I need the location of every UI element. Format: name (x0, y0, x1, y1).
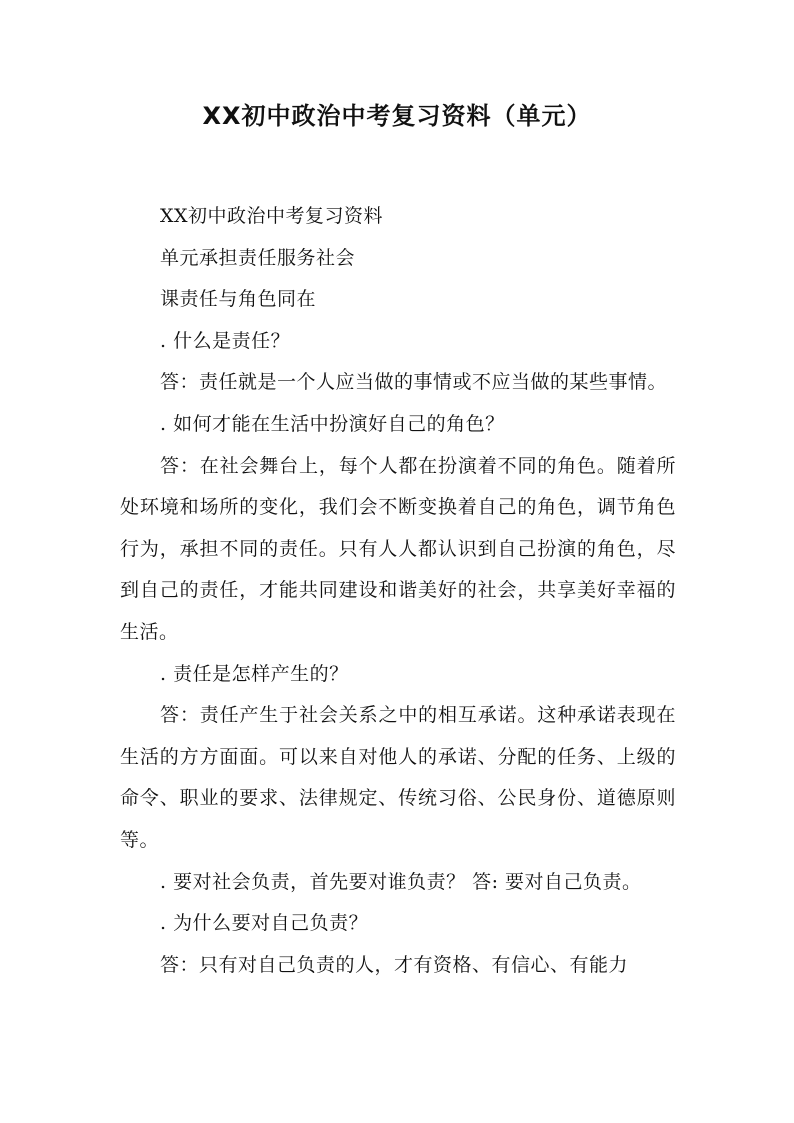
paragraph-question-2: . 如何才能在生活中扮演好自己的角色？ (160, 412, 505, 435)
paragraph-answer-3: 答：责任产生于社会关系之中的相互承诺。这种承诺表现在生活的方方面面。可以来自对他人的承诺、分配的任务、上级的命令、职业的要求、法律规定、传统习俗、公民身份、道德原则等。 (120, 704, 676, 851)
paragraph-question-answer-4: . 要对社会负责，首先要对谁负责？ 答: 要对自己负责。 (160, 870, 642, 893)
paragraph-question-1: . 什么是责任？ (160, 329, 291, 352)
paragraph-answer-2: 答：在社会舞台上，每个人都在扮演着不同的角色。随着所处环境和场所的变化，我们会不断变换着自己的角色，调节角色行为，承担不同的责任。只有人人都认识到自己扮演的角色，尽到自己的责任，才能共同建设和谐美好的社会，共享美好幸福的生活。 (120, 454, 676, 643)
document-body (120, 196, 676, 986)
paragraph-answer-5: 答：只有对自己负责的人，才有资格、有信心、有能力 (160, 953, 629, 976)
paragraph-doc-name: XX初中政治中考复习资料 (160, 205, 384, 227)
paragraph-lesson-title: 课责任与角色同在 (160, 288, 317, 311)
document-title: XX初中政治中考复习资料（单元） (202, 102, 592, 130)
paragraph-answer-1: 答：责任就是一个人应当做的事情或不应当做的某些事情。 (160, 371, 668, 394)
paragraph-question-3: . 责任是怎样产生的？ (160, 662, 349, 685)
paragraph-question-5: . 为什么要对自己负责？ (160, 912, 369, 935)
paragraph-unit-title: 单元承担责任服务社会 (160, 246, 356, 269)
